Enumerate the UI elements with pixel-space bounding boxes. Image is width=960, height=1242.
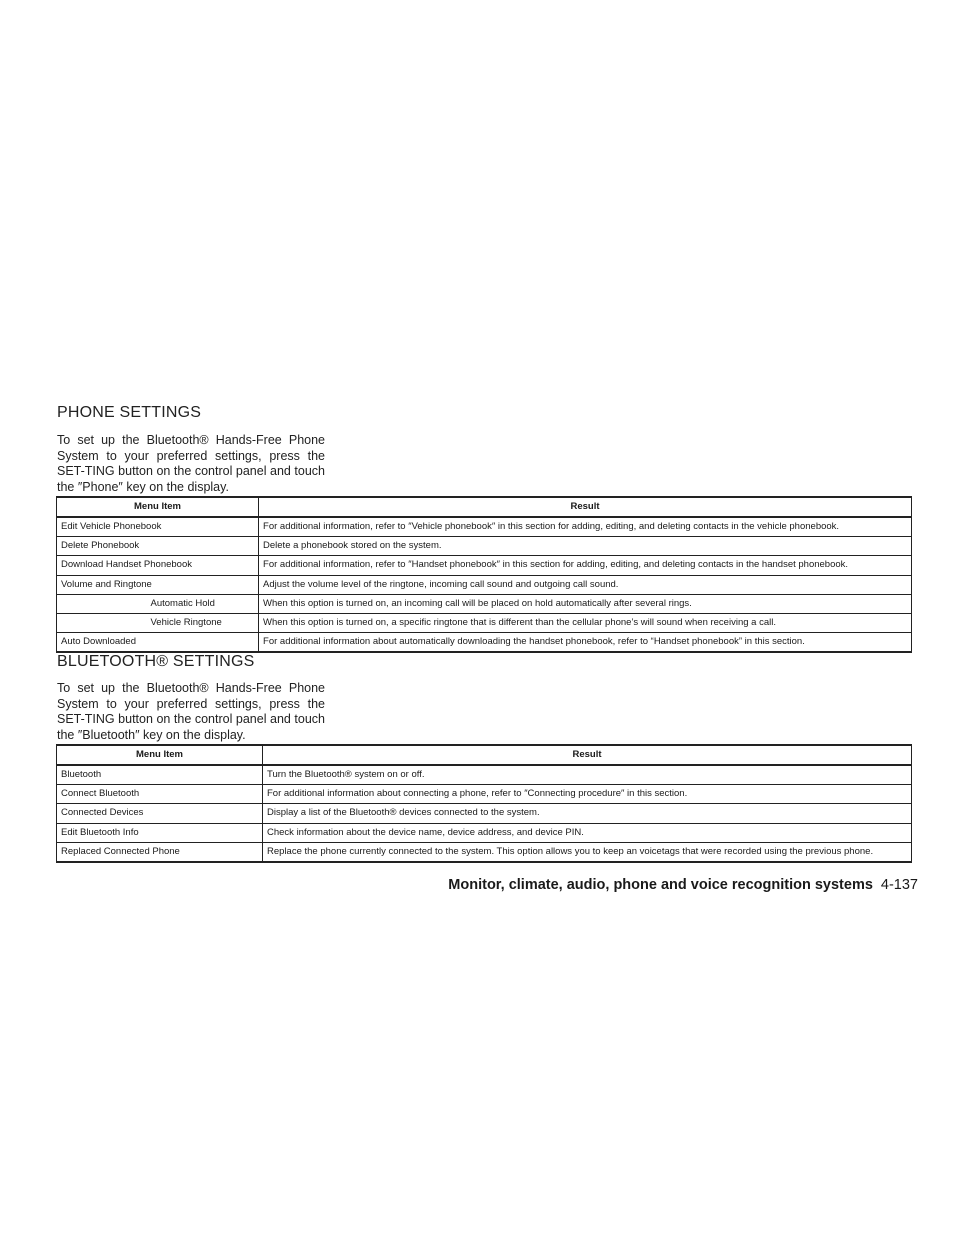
indent-cell [57,614,147,633]
menu-item-cell: Connected Devices [57,804,263,823]
menu-item-cell: Auto Downloaded [57,633,259,653]
table-header-row [57,745,912,765]
table-header-row [57,497,912,517]
menu-item-cell: Bluetooth [57,765,263,785]
column-header-result: Result [259,497,912,517]
table-row [57,785,912,804]
menu-item-cell: Delete Phonebook [57,537,259,556]
phone-settings-intro: To set up the Bluetooth® Hands-Free Phone System to your preferred settings, press the SET-TING button on the control panel and touch the ″Phone″ key on the display. [57,433,325,494]
phone-settings-heading: PHONE SETTINGS [57,404,202,421]
column-header-menu-item: Menu Item [57,745,263,765]
result-cell: Display a list of the Bluetooth® devices connected to the system. [263,804,912,823]
table-row [57,614,912,633]
bluetooth-settings-table [56,744,912,863]
result-cell: When this option is turned on, an incoming call will be placed on hold automatically after several rings. [259,594,912,613]
result-cell: Check information about the device name, device address, and device PIN. [263,823,912,842]
table-row [57,842,912,862]
result-cell: Replace the phone currently connected to the system. This option allows you to keep an voicetags that were recorded using the previous phone. [263,842,912,862]
footer-section-title: Monitor, climate, audio, phone and voice recognition systems [448,877,873,893]
bluetooth-settings-heading: BLUETOOTH® SETTINGS [57,653,255,670]
menu-item-cell: Connect Bluetooth [57,785,263,804]
column-header-menu-item: Menu Item [57,497,259,517]
result-cell: For additional information about connecting a phone, refer to ″Connecting procedure″ in this section. [263,785,912,804]
phone-settings-table [56,496,912,653]
result-cell: Adjust the volume level of the ringtone, incoming call sound and outgoing call sound. [259,575,912,594]
menu-item-cell: Edit Vehicle Phonebook [57,517,259,537]
menu-item-cell: Edit Bluetooth Info [57,823,263,842]
result-cell: For additional information, refer to ″Handset phonebook″ in this section for adding, editing, and deleting contacts in the handset phonebook. [259,556,912,575]
table-row [57,556,912,575]
bluetooth-settings-intro: To set up the Bluetooth® Hands-Free Phone System to your preferred settings, press the SET-TING button on the control panel and touch the ″Bluetooth″ key on the display. [57,681,325,742]
result-cell: When this option is turned on, a specific ringtone that is different than the cellular phone’s will sound when receiving a call. [259,614,912,633]
column-header-result: Result [263,745,912,765]
menu-item-cell: Volume and Ringtone [57,575,259,594]
page-footer [448,877,918,893]
submenu-item-cell: Automatic Hold [147,594,259,613]
menu-item-cell: Replaced Connected Phone [57,842,263,862]
result-cell: For additional information about automatically downloading the handset phonebook, refer to “Handset phonebook” in this section. [259,633,912,653]
result-cell: For additional information, refer to ″Vehicle phonebook″ in this section for adding, editing, and deleting contacts in the vehicle phonebook. [259,517,912,537]
result-cell: Turn the Bluetooth® system on or off. [263,765,912,785]
indent-cell [57,594,147,613]
table-row [57,575,912,594]
table-row [57,823,912,842]
table-row [57,517,912,537]
menu-item-cell: Download Handset Phonebook [57,556,259,575]
table-row [57,633,912,653]
submenu-item-cell: Vehicle Ringtone [147,614,259,633]
table-row [57,537,912,556]
result-cell: Delete a phonebook stored on the system. [259,537,912,556]
table-row [57,804,912,823]
table-row [57,594,912,613]
table-row [57,765,912,785]
page-number: 4-137 [880,877,918,893]
